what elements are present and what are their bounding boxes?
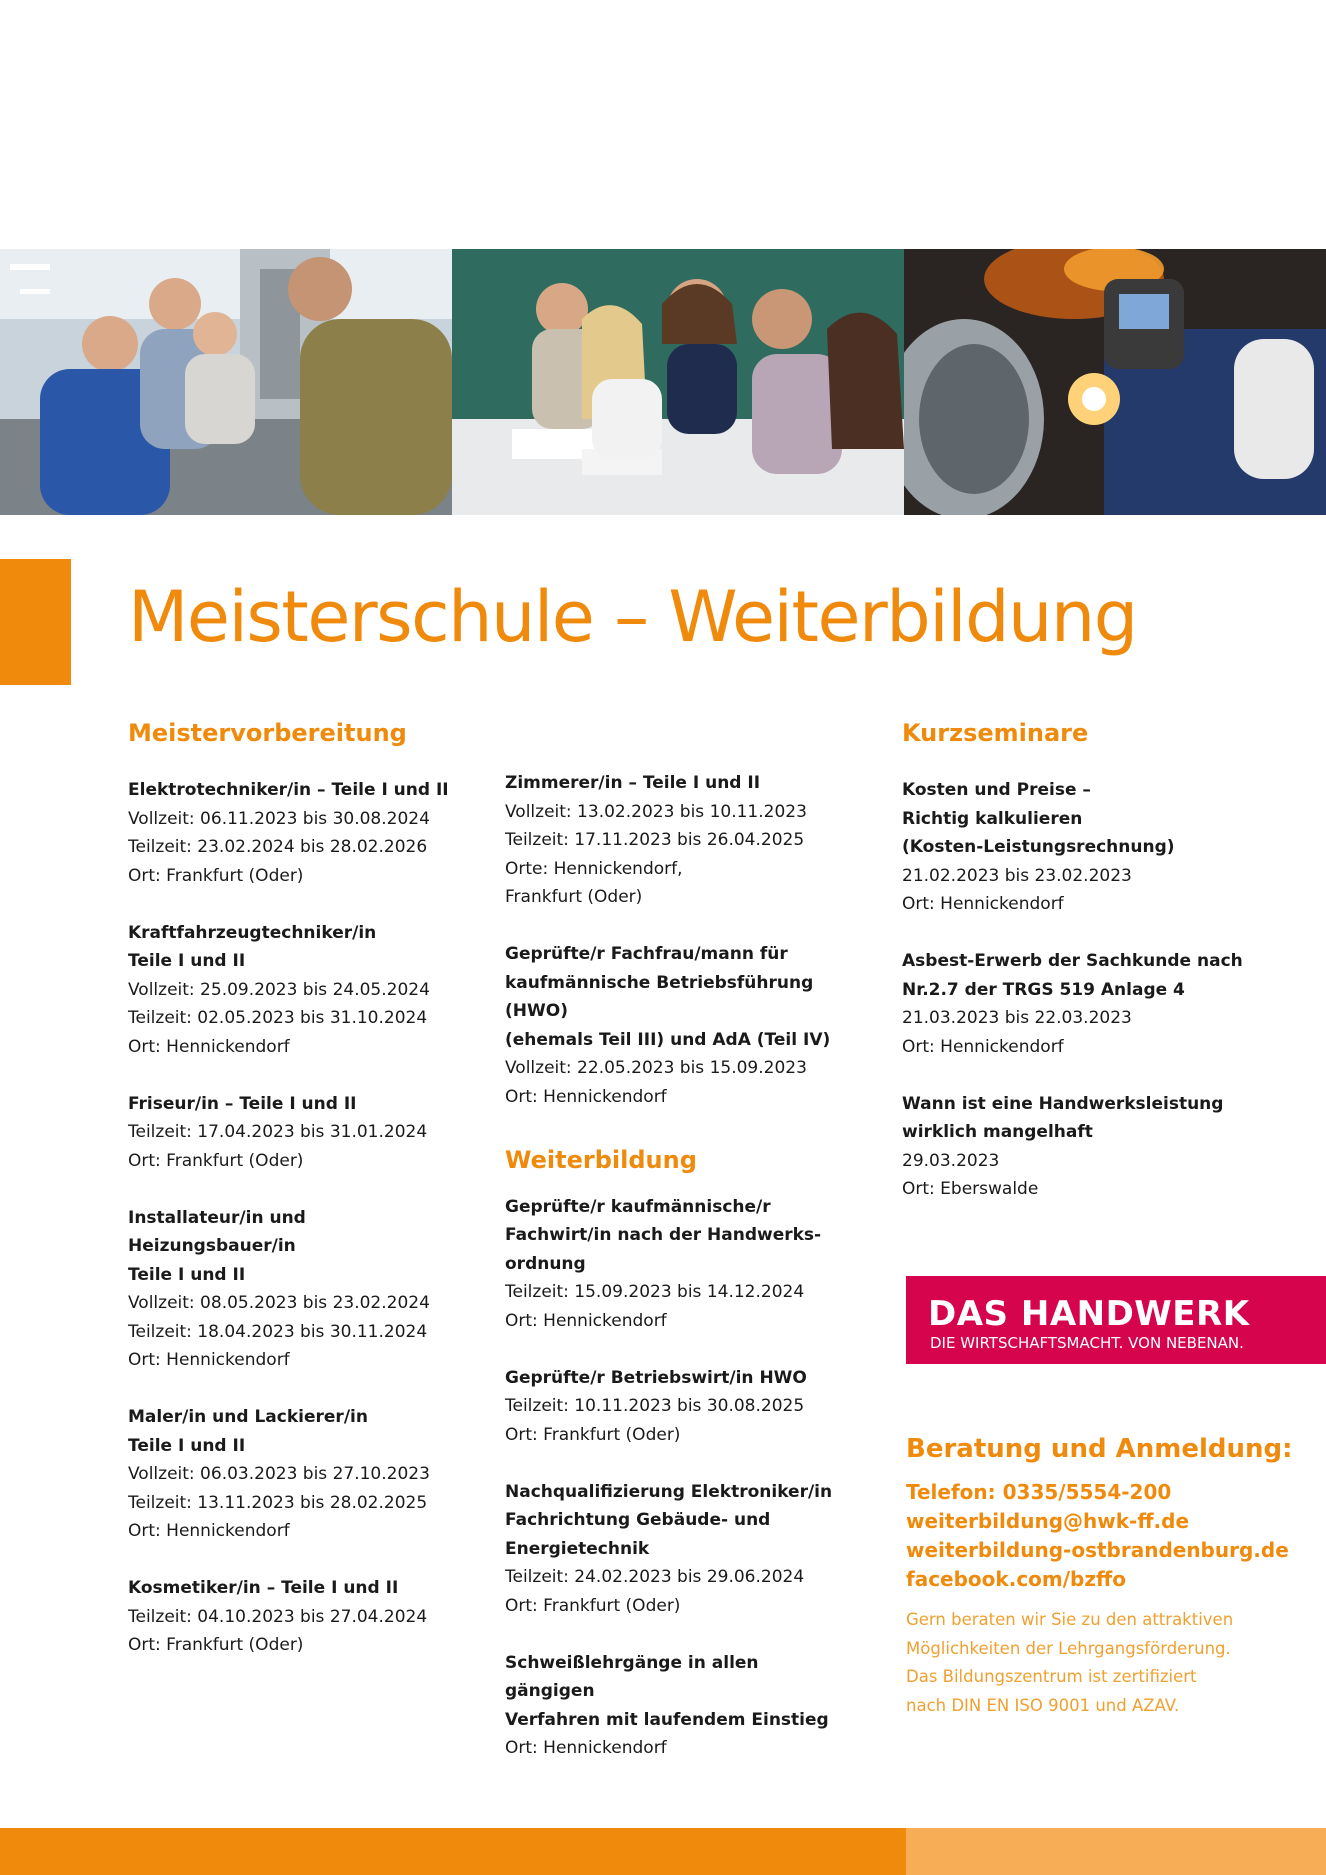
course-detail: Frankfurt (Oder) bbox=[505, 887, 643, 907]
course-title: Zimmerer/in – Teile I und II bbox=[505, 773, 761, 793]
course-detail: Vollzeit: 06.11.2023 bis 30.08.2024 bbox=[128, 808, 430, 829]
course-title: (Kosten-Leistungsrechnung) bbox=[902, 837, 1175, 857]
welding-photo bbox=[904, 249, 1326, 515]
course-entry bbox=[505, 769, 845, 912]
course-title: Maler/in und Lackierer/in bbox=[128, 1407, 368, 1427]
course-detail: Ort: Hennickendorf bbox=[128, 1036, 290, 1057]
course-title: ordnung bbox=[505, 1253, 586, 1274]
email-link[interactable]: weiterbildung@hwk-ff.de bbox=[906, 1509, 1190, 1533]
course-title: Wann ist eine Handwerksleistung bbox=[902, 1093, 1224, 1114]
course-detail: Vollzeit: 06.03.2023 bis 27.10.2023 bbox=[128, 1464, 430, 1484]
course-entry bbox=[902, 1090, 1302, 1204]
contact-heading: Beratung und Anmeldung: bbox=[906, 1434, 1293, 1464]
course-detail: Teilzeit: 23.02.2024 bis 28.02.2026 bbox=[128, 837, 428, 857]
course-detail: Teilzeit: 04.10.2023 bis 27.04.2024 bbox=[128, 1606, 428, 1627]
section-heading: Meistervorbereitung bbox=[128, 719, 407, 747]
course-title: Kosmetiker/in – Teile I und II bbox=[128, 1578, 399, 1598]
phone-number[interactable]: Telefon: 0335/5554-200 bbox=[906, 1480, 1172, 1504]
course-detail: Ort: Hennickendorf bbox=[902, 894, 1064, 914]
course-detail: 21.02.2023 bis 23.02.2023 bbox=[902, 865, 1132, 886]
das-handwerk-logo-banner bbox=[906, 1276, 1326, 1364]
course-detail: Teilzeit: 24.02.2023 bis 29.06.2024 bbox=[505, 1567, 805, 1587]
contact-note bbox=[906, 1606, 1316, 1720]
course-title: (ehemals Teil III) und AdA (Teil IV) bbox=[505, 1029, 831, 1050]
course-title: Fachwirt/in nach der Handwerks- bbox=[505, 1225, 822, 1245]
facebook-link[interactable]: facebook.com/bzffo bbox=[906, 1567, 1126, 1591]
banner-logo-text: DAS HANDWERK bbox=[928, 1294, 1250, 1334]
course-title: Kraftfahrzeugtechniker/in bbox=[128, 922, 377, 943]
note-line: nach DIN EN ISO 9001 und AZAV. bbox=[906, 1695, 1180, 1715]
course-detail: Orte: Hennickendorf, bbox=[505, 858, 683, 879]
note-line: Möglichkeiten der Lehrgangsförderung. bbox=[906, 1638, 1231, 1658]
course-entry bbox=[128, 1403, 478, 1546]
course-detail: Ort: Hennickendorf bbox=[505, 1310, 667, 1331]
course-title: wirklich mangelhaft bbox=[902, 1122, 1093, 1142]
course-detail: Teilzeit: 17.04.2023 bis 31.01.2024 bbox=[128, 1122, 428, 1142]
note-line: Das Bildungszentrum ist zertifiziert bbox=[906, 1667, 1197, 1686]
course-entry bbox=[505, 940, 845, 1111]
course-entry bbox=[128, 1574, 478, 1660]
course-detail: Vollzeit: 08.05.2023 bis 23.02.2024 bbox=[128, 1293, 430, 1313]
course-detail: Teilzeit: 02.05.2023 bis 31.10.2024 bbox=[128, 1008, 428, 1028]
column-kurzseminare bbox=[902, 713, 1302, 1232]
course-detail: Teilzeit: 17.11.2023 bis 26.04.2025 bbox=[505, 830, 805, 850]
course-detail: Ort: Frankfurt (Oder) bbox=[505, 1595, 681, 1616]
course-detail: Vollzeit: 25.09.2023 bis 24.05.2024 bbox=[128, 979, 430, 1000]
banner-slogan: DIE WIRTSCHAFTSMACHT. VON NEBENAN. bbox=[930, 1334, 1244, 1352]
section-heading: Weiterbildung bbox=[505, 1145, 697, 1174]
course-title: Nachqualifizierung Elektroniker/in bbox=[505, 1481, 833, 1502]
course-detail: Ort: Frankfurt (Oder) bbox=[128, 1635, 304, 1655]
course-entry bbox=[505, 1649, 845, 1763]
course-entry bbox=[902, 947, 1302, 1061]
course-detail: Teilzeit: 15.09.2023 bis 14.12.2024 bbox=[505, 1282, 805, 1302]
course-detail: Teilzeit: 13.11.2023 bis 28.02.2025 bbox=[128, 1492, 428, 1513]
course-title: Geprüfte/r kaufmännische/r bbox=[505, 1196, 771, 1217]
course-entry bbox=[128, 776, 478, 890]
course-title: Richtig kalkulieren bbox=[902, 808, 1083, 829]
course-entry bbox=[505, 1193, 845, 1336]
course-title: Teile I und II bbox=[128, 1264, 246, 1285]
course-title: Geprüfte/r Fachfrau/mann für bbox=[505, 944, 788, 964]
footer-bar-primary bbox=[0, 1828, 906, 1875]
page-title: Meisterschule – Weiterbildung bbox=[128, 576, 1137, 658]
course-title: Fachrichtung Gebäude- und bbox=[505, 1510, 771, 1530]
course-title: Elektrotechniker/in – Teile I und II bbox=[128, 780, 449, 800]
course-title: kaufmännische Betriebsführung (HWO) bbox=[505, 972, 814, 1021]
title-accent-block bbox=[0, 559, 71, 685]
course-detail: Ort: Hennickendorf bbox=[505, 1086, 667, 1107]
contact-block bbox=[906, 1428, 1316, 1720]
course-title: Installateur/in und Heizungsbauer/in bbox=[128, 1207, 306, 1256]
course-detail: Teilzeit: 10.11.2023 bis 30.08.2025 bbox=[505, 1396, 805, 1416]
course-detail: Ort: Eberswalde bbox=[902, 1179, 1039, 1199]
course-title: Asbest-Erwerb der Sachkunde nach bbox=[902, 951, 1243, 971]
course-title: Teile I und II bbox=[128, 951, 246, 971]
footer-bar-secondary bbox=[906, 1828, 1326, 1875]
course-detail: Ort: Hennickendorf bbox=[128, 1521, 290, 1541]
course-detail: Ort: Hennickendorf bbox=[128, 1350, 290, 1370]
course-detail: Ort: Frankfurt (Oder) bbox=[128, 1150, 304, 1171]
course-detail: Ort: Hennickendorf bbox=[902, 1036, 1064, 1057]
course-detail: Vollzeit: 22.05.2023 bis 15.09.2023 bbox=[505, 1058, 807, 1078]
course-title: Teile I und II bbox=[128, 1435, 246, 1456]
course-detail: Ort: Frankfurt (Oder) bbox=[128, 865, 304, 886]
course-detail: Ort: Hennickendorf bbox=[505, 1738, 667, 1758]
course-detail: 29.03.2023 bbox=[902, 1150, 1000, 1171]
note-line: Gern beraten wir Sie zu den attraktiven bbox=[906, 1610, 1234, 1629]
course-title: Schweißlehrgänge in allen gängigen bbox=[505, 1652, 759, 1701]
section-heading: Kurzseminare bbox=[902, 719, 1089, 747]
column-weiterbildung bbox=[505, 769, 845, 1791]
course-title: Kosten und Preise – bbox=[902, 780, 1091, 800]
course-entry bbox=[128, 919, 478, 1062]
course-title: Nr.2.7 der TRGS 519 Anlage 4 bbox=[902, 979, 1185, 1000]
course-title: Friseur/in – Teile I und II bbox=[128, 1093, 357, 1114]
course-detail: Vollzeit: 13.02.2023 bis 10.11.2023 bbox=[505, 801, 807, 822]
course-title: Verfahren mit laufendem Einstieg bbox=[505, 1709, 829, 1730]
course-title: Energietechnik bbox=[505, 1538, 650, 1559]
course-entry bbox=[128, 1090, 478, 1176]
photo-strip bbox=[0, 249, 1326, 515]
course-entry bbox=[505, 1364, 845, 1450]
course-title: Geprüfte/r Betriebswirt/in HWO bbox=[505, 1367, 807, 1388]
website-link[interactable]: weiterbildung-ostbrandenburg.de bbox=[906, 1538, 1289, 1562]
workshop-photo bbox=[0, 249, 452, 515]
column-meistervorbereitung bbox=[128, 713, 478, 1688]
course-entry bbox=[902, 776, 1302, 919]
course-entry bbox=[128, 1204, 478, 1375]
footer-bar bbox=[0, 1828, 1326, 1875]
course-detail: 21.03.2023 bis 22.03.2023 bbox=[902, 1008, 1132, 1028]
classroom-photo bbox=[452, 249, 904, 515]
course-detail: Teilzeit: 18.04.2023 bis 30.11.2024 bbox=[128, 1321, 428, 1342]
course-detail: Ort: Frankfurt (Oder) bbox=[505, 1424, 681, 1445]
course-entry bbox=[505, 1478, 845, 1621]
